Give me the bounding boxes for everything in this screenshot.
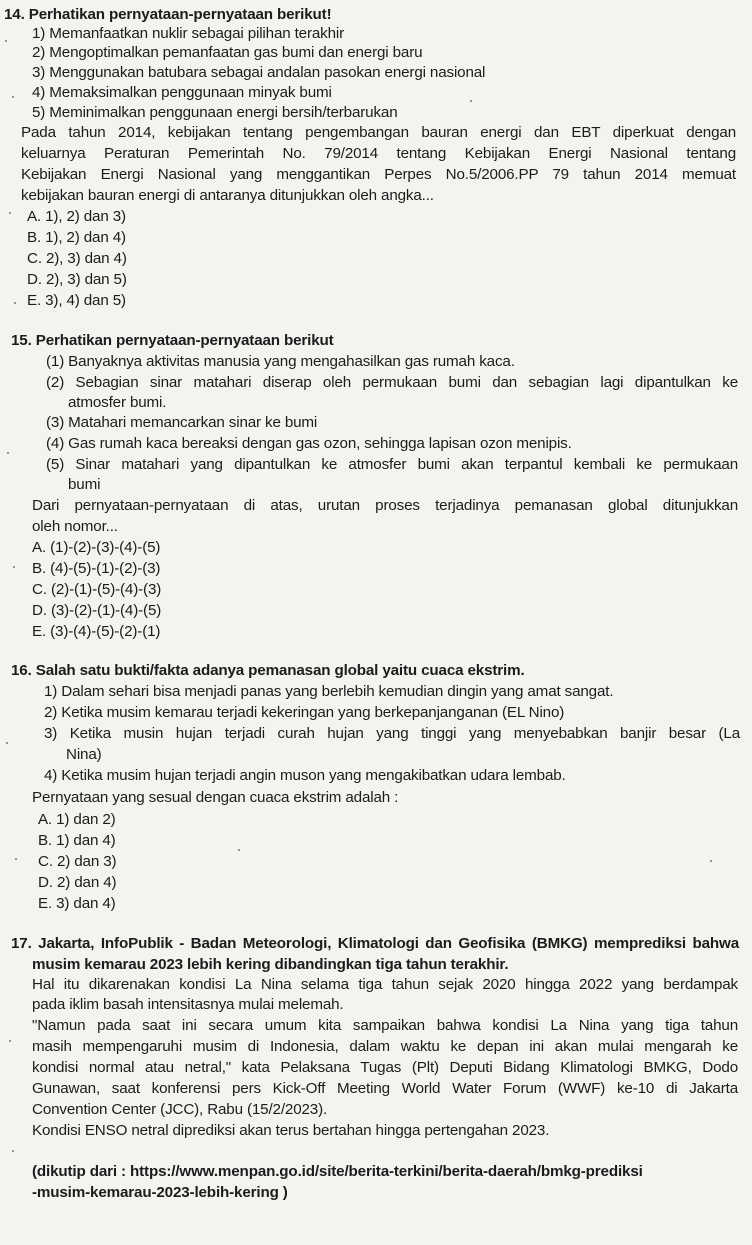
question-14-item-1: 1) Memanfaatkan nuklir sebagai pilihan terakhir xyxy=(32,25,345,42)
question-14-item-5: 5) Meminimalkan penggunaan energi bersih/terbarukan xyxy=(32,104,398,121)
question-15-option-c[interactable]: C. (2)-(1)-(5)-(4)-(3) xyxy=(32,581,162,598)
question-14-option-a[interactable]: A. 1), 2) dan 3) xyxy=(27,208,126,225)
question-14-stem-line-3: Kebijakan Energi Nasional yang menggantikan Perpes No.5/2006.PP 79 tahun 2014 memuat xyxy=(21,166,736,183)
question-14-stem-line-1: Pada tahun 2014, kebijakan tentang pengembangan bauran energi dan EBT diperkuat dengan xyxy=(21,124,736,141)
question-17-paragraph-line-4: masih mempengaruhi musim di Indonesia, dalam waktu ke depan ini akan mulai mengarah ke xyxy=(32,1038,738,1055)
question-15-item-5-cont: bumi xyxy=(68,476,101,493)
question-16-stem: Pernyataan yang sesual dengan cuaca ekstrim adalah : xyxy=(32,789,399,806)
question-17-paragraph-line-5: kondisi normal atau netral," kata Pelaksana Tugas (Plt) Deputi Bidang Klimatologi BMKG, Dodo xyxy=(32,1059,738,1076)
question-16-item-1: 1) Dalam sehari bisa menjadi panas yang berlebih kemudian dingin yang amat sangat. xyxy=(44,683,614,700)
question-15-stem-line-2: oleh nomor... xyxy=(32,518,118,535)
question-16-title: 16. Salah satu bukti/fakta adanya pemanasan global yaitu cuaca ekstrim. xyxy=(11,662,525,679)
question-15-option-e[interactable]: E. (3)-(4)-(5)-(2)-(1) xyxy=(32,623,161,640)
scan-speck xyxy=(12,1150,14,1152)
question-17-paragraph-line-6: Gunawan, saat konferensi pers Kick-Off Meeting World Water Forum (WWF) ke-10 di Jakarta xyxy=(32,1080,738,1097)
question-15-option-d[interactable]: D. (3)-(2)-(1)-(4)-(5) xyxy=(32,602,162,619)
scan-speck xyxy=(5,40,7,42)
question-15-option-a[interactable]: A. (1)-(2)-(3)-(4)-(5) xyxy=(32,539,161,556)
question-17-title-line-2: musim kemarau 2023 lebih kering dibandingkan tiga tahun terakhir. xyxy=(32,956,509,973)
question-15-stem-line-1: Dari pernyataan-pernyataan di atas, urutan proses terjadinya pemanasan global ditunjukkan xyxy=(32,497,738,514)
scan-speck xyxy=(12,96,14,98)
question-16-item-2: 2) Ketika musim kemarau terjadi kekeringan yang berkepanjanganan (EL Nino) xyxy=(44,704,565,721)
question-17-paragraph-line-1: Hal itu dikarenakan kondisi La Nina selama tiga tahun sejak 2020 hingga 2022 yang berdampak xyxy=(32,976,738,993)
question-15-option-b[interactable]: B. (4)-(5)-(1)-(2)-(3) xyxy=(32,560,161,577)
question-17-paragraph-line-3: "Namun pada saat ini secara umum kita sampaikan bahwa kondisi La Nina yang tiga tahun xyxy=(32,1017,738,1034)
question-17-paragraph-line-8: Kondisi ENSO netral diprediksi akan terus bertahan hingga pertengahan 2023. xyxy=(32,1122,550,1139)
question-16-item-3-cont: Nina) xyxy=(66,746,102,763)
question-14-stem-line-2: keluarnya Peraturan Pemerintah No. 79/2014 tentang Kebijakan Energi Nasional tentang xyxy=(21,145,736,162)
question-14-item-2: 2) Mengoptimalkan pemanfaatan gas bumi dan energi baru xyxy=(32,44,423,61)
scan-speck xyxy=(9,1040,11,1042)
scan-speck xyxy=(470,100,472,102)
question-17-source-line-1: (dikutip dari : https://www.menpan.go.id/site/berita-terkini/berita-daerah/bmkg-prediksi xyxy=(32,1163,643,1180)
question-15-item-2-cont: atmosfer bumi. xyxy=(68,394,167,411)
scan-speck xyxy=(15,858,17,860)
scan-speck xyxy=(7,452,9,454)
question-17-paragraph-line-7: Convention Center (JCC), Rabu (15/2/2023). xyxy=(32,1101,328,1118)
question-14-item-4: 4) Memaksimalkan penggunaan minyak bumi xyxy=(32,84,332,101)
scan-speck xyxy=(13,566,15,568)
question-15-item-1: (1) Banyaknya aktivitas manusia yang mengahasilkan gas rumah kaca. xyxy=(46,353,515,370)
question-14-option-d[interactable]: D. 2), 3) dan 5) xyxy=(27,271,127,288)
question-16-option-e[interactable]: E. 3) dan 4) xyxy=(38,895,116,912)
question-14-stem-line-4: kebijakan bauran energi di antaranya ditunjukkan oleh angka... xyxy=(21,187,434,204)
question-16-option-b[interactable]: B. 1) dan 4) xyxy=(38,832,116,849)
scan-speck xyxy=(710,860,712,862)
question-17-paragraph-line-2: pada iklim basah intensitasnya mulai melemah. xyxy=(32,996,344,1013)
question-15-item-4: (4) Gas rumah kaca bereaksi dengan gas ozon, sehingga lapisan ozon menipis. xyxy=(46,435,572,452)
scan-speck xyxy=(238,849,240,851)
question-14-title: 14. Perhatikan pernyataan-pernyataan berikut! xyxy=(4,6,332,23)
question-14-item-3: 3) Menggunakan batubara sebagai andalan pasokan energi nasional xyxy=(32,64,486,81)
question-15-title: 15. Perhatikan pernyataan-pernyataan berikut xyxy=(11,332,334,349)
question-16-item-3: 3) Ketika musin hujan terjadi curah hujan yang tinggi yang menyebabkan banjir besar (La xyxy=(44,725,740,742)
question-16-option-a[interactable]: A. 1) dan 2) xyxy=(38,811,116,828)
question-17-title-line-1: 17. Jakarta, InfoPublik - Badan Meteorologi, Klimatologi dan Geofisika (BMKG) memprediksi bahwa xyxy=(11,935,739,952)
scan-speck xyxy=(6,742,8,744)
scan-speck xyxy=(9,212,11,214)
question-14-option-c[interactable]: C. 2), 3) dan 4) xyxy=(27,250,127,267)
question-15-item-3: (3) Matahari memancarkan sinar ke bumi xyxy=(46,414,318,431)
question-15-item-2: (2) Sebagian sinar matahari diserap oleh permukaan bumi dan sebagian lagi dipantulkan ke xyxy=(46,374,738,391)
question-16-item-4: 4) Ketika musim hujan terjadi angin muson yang mengakibatkan udara lembab. xyxy=(44,767,566,784)
question-16-option-d[interactable]: D. 2) dan 4) xyxy=(38,874,117,891)
question-14-option-b[interactable]: B. 1), 2) dan 4) xyxy=(27,229,126,246)
question-16-option-c[interactable]: C. 2) dan 3) xyxy=(38,853,117,870)
question-14-option-e[interactable]: E. 3), 4) dan 5) xyxy=(27,292,126,309)
question-17-source-line-2: -musim-kemarau-2023-lebih-kering ) xyxy=(32,1184,288,1201)
scan-speck xyxy=(14,302,16,304)
question-15-item-5: (5) Sinar matahari yang dipantulkan ke atmosfer bumi akan terpantul kembali ke permukaan xyxy=(46,456,738,473)
